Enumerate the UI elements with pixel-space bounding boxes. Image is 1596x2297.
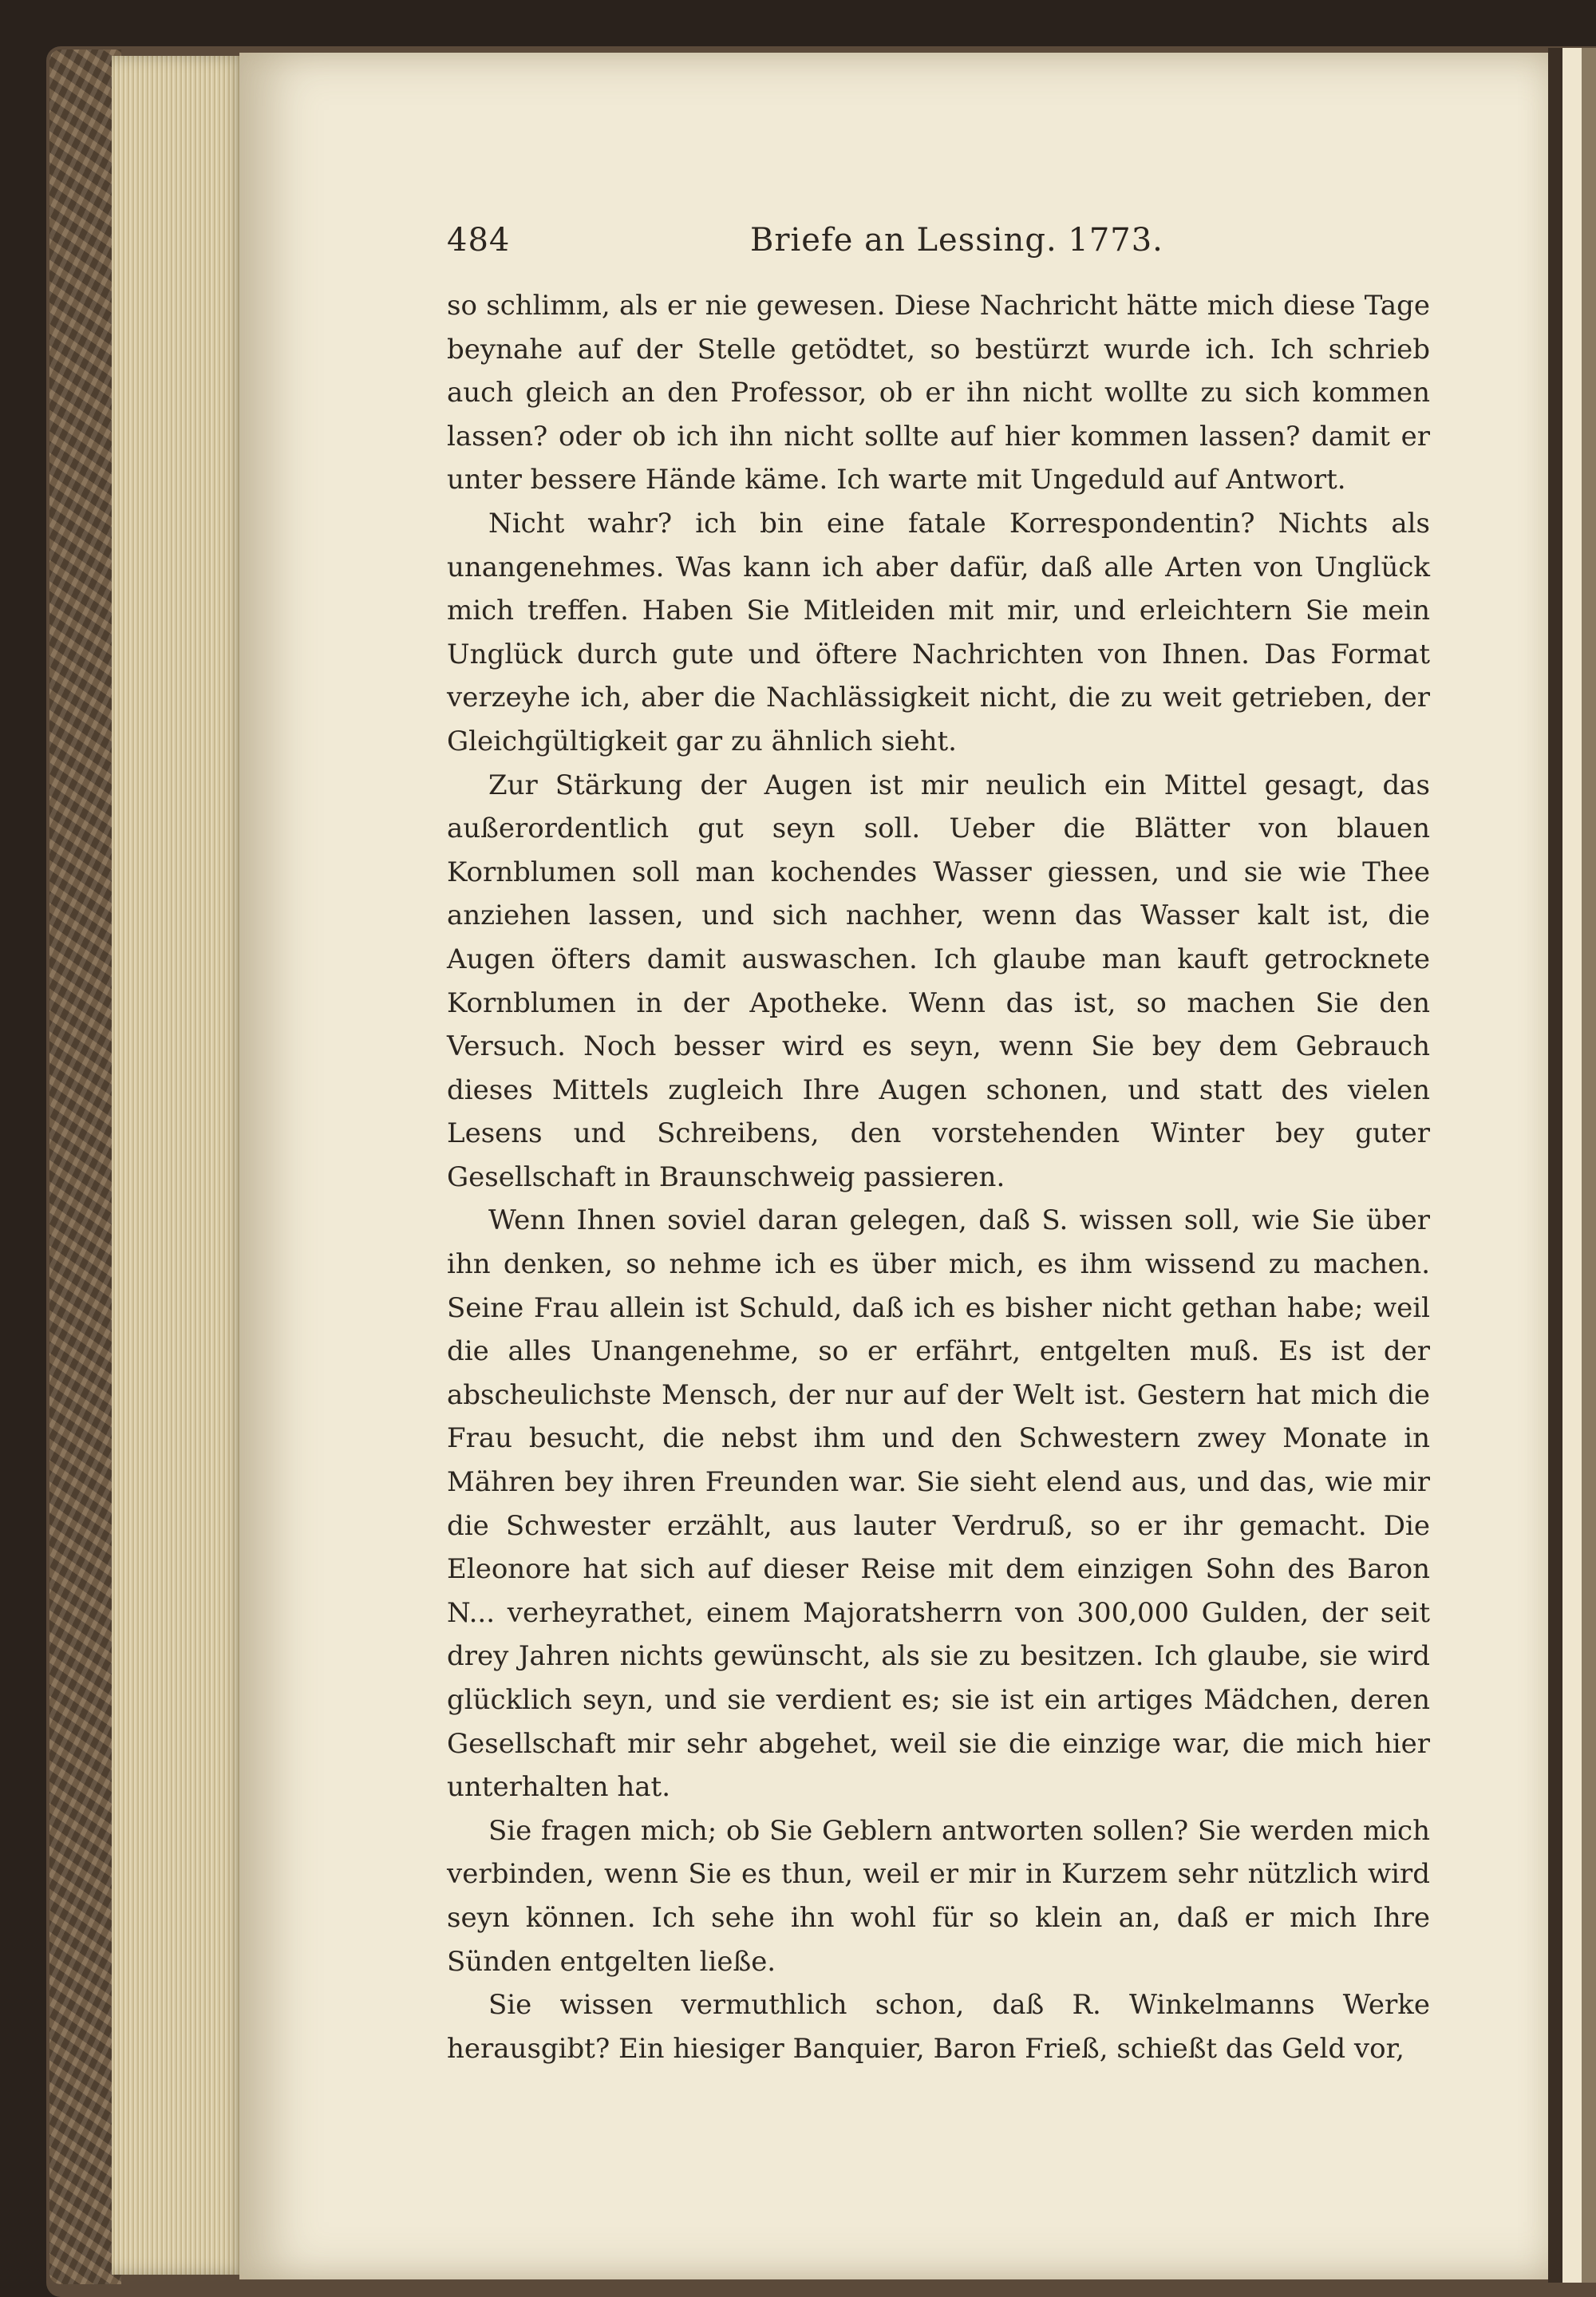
body-text [447,284,1430,2070]
paragraph: so schlimm, als er nie gewesen. Diese Nachricht hätte mich diese Tage beynahe auf der Stelle getödtet, so bestürzt wurde ich. Ich schrieb auch gleich an den Professor, ob er ihn nicht wollte zu sich kommen lassen? oder ob ich ihn nicht sollte auf hier kommen lassen? damit er unter bessere Hände käme. Ich warte mit Ungeduld auf Antwort. [447,290,1430,496]
running-head: Briefe an Lessing. 1773. [750,222,1163,259]
book-gutter [1548,48,1596,2283]
paragraph: Sie fragen mich; ob Sie Geblern antworten sollen? Sie werden mich verbinden, wenn Sie es thun, weil er mir in Kurzem sehr nützlich wird seyn können. Ich sehe ihn wohl für so klein an, daß er mich Ihre Sünden entgelten ließe. [447,1814,1430,1978]
page-header [447,222,1436,270]
paragraph: Wenn Ihnen soviel daran gelegen, daß S. wissen soll, wie Sie über ihn denken, so nehme ich es über mich, es ihm wissend zu machen. Seine Frau allein ist Schuld, daß ich es bisher nicht gethan habe; weil die alles Unangenehme, so er erfährt, entgelten muß. Es ist der abscheulichste Mensch, der nur auf der Welt ist. Gestern hat mich die Frau besucht, die nebst ihm und den Schwestern zwey Monate in Mähren bey ihren Freunden war. Sie sieht elend aus, und das, wie mir die Schwester erzählt, aus lauter Verdruß, so er ihr gemacht. Die Eleonore hat sich auf dieser Reise mit dem einzigen Sohn des Baron N... verheyrathet, einem Majoratsherrn von 300,000 Gulden, der seit drey Jahren nichts gewünscht, als sie zu besitzen. Ich glaube, sie wird glücklich seyn, und sie verdient es; sie ist ein artiges Mädchen, deren Gesellschaft mir sehr abgehet, weil sie die einzige war, die mich hier unterhalten hat. [447,1204,1430,1804]
marbled-board [49,49,121,2284]
paragraph: Sie wissen vermuthlich schon, daß R. Winkelmanns Werke herausgibt? Ein hiesiger Banquier, Baron Frieß, schießt das Geld vor, [447,1989,1430,2065]
page-edges [112,56,247,2275]
paragraph: Nicht wahr? ich bin eine fatale Korrespondentin? Nichts als unangenehmes. Was kann ich aber dafür, daß alle Arten von Unglück mich treffen. Haben Sie Mitleiden mit mir, und erleichtern Sie mein Unglück durch gute und öftere Nachrichten von Ihnen. Das Format verzeyhe ich, aber die Nachlässigkeit nicht, die zu weit getrieben, der Gleichgültigkeit gar zu ähnlich sieht. [447,507,1430,757]
page-number: 484 [447,222,511,259]
paragraph: Zur Stärkung der Augen ist mir neulich ein Mittel gesagt, das außerordentlich gut seyn soll. Ueber die Blätter von blauen Kornblumen soll man kochendes Wasser giessen, und sie wie Thee anziehen lassen, und sich nachher, wenn das Wasser kalt ist, die Augen öfters damit auswaschen. Ich glaube man kauft getrocknete Kornblumen in der Apotheke. Wenn das ist, so machen Sie den Versuch. Noch besser wird es seyn, wenn Sie bey dem Gebrauch dieses Mittels zugleich Ihre Augen schonen, und statt des vielen Lesens und Schreibens, den vorstehenden Winter bey guter Gesellschaft in Braunschweig passieren. [447,769,1430,1193]
